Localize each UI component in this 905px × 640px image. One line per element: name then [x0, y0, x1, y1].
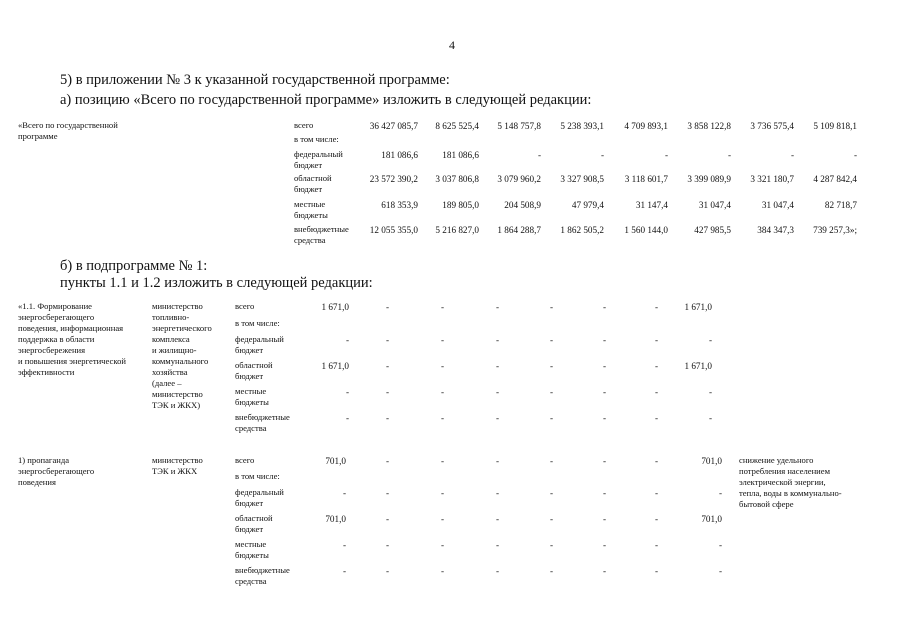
block1-value-cell: -: [385, 361, 389, 371]
block2-value-cell: -: [602, 456, 606, 466]
block2-value-cell: -: [654, 488, 658, 498]
table1-value-cell: 204 508,9: [504, 200, 541, 210]
block2-value-cell: -: [440, 488, 444, 498]
block2-value-cell: -: [495, 566, 499, 576]
table1-value-cell: 5 148 757,8: [497, 121, 541, 131]
table1-value-cell: 3 858 122,8: [687, 121, 731, 131]
block2-name: 1) пропаганда энергосберегающего поведения: [18, 455, 95, 487]
block2-value-cell: -: [654, 540, 658, 550]
table1-value-cell: 1 560 144,0: [624, 225, 668, 235]
block1-row-label: всего: [235, 301, 255, 311]
table1-value-cell: 47 979,4: [571, 200, 604, 210]
block2-value-cell: -: [385, 456, 389, 466]
block2-value-cell: -: [718, 488, 722, 498]
block1-value-cell: -: [549, 387, 553, 397]
block1-value-cell: -: [440, 302, 444, 312]
block1-value-cell: -: [345, 335, 349, 345]
table1-value-cell: 427 985,5: [694, 225, 731, 235]
table1-value-cell: -: [790, 150, 794, 160]
block2-value-cell: -: [602, 540, 606, 550]
table1-value-cell: 31 047,4: [698, 200, 731, 210]
block2-value-cell: -: [342, 540, 346, 550]
block1-value-cell: 1 671,0: [321, 361, 349, 371]
block1-value-cell: -: [602, 302, 606, 312]
block2-executor: министерство ТЭК и ЖКХ: [152, 455, 203, 476]
table1-value-cell: 189 805,0: [442, 200, 479, 210]
block1-value-cell: -: [549, 302, 553, 312]
block1-value-cell: -: [654, 413, 658, 423]
block2-value-cell: -: [440, 514, 444, 524]
table1-value-cell: -: [537, 150, 541, 160]
block2-value-cell: -: [495, 540, 499, 550]
block1-value-cell: -: [385, 302, 389, 312]
heading-item-5a: а) позицию «Всего по государственной программе» изложить в следующей редакции:: [60, 92, 592, 108]
block1-executor: министерство топливно- энергетического комплекса и жилищно- коммунального хозяйства (далее – министерство ТЭК и ЖКХ): [152, 301, 212, 410]
page-number: 4: [449, 38, 455, 52]
block2-value-cell: -: [385, 514, 389, 524]
block2-row-label: местные бюджеты: [235, 539, 269, 560]
block1-value-cell: -: [495, 413, 499, 423]
table1-row-label: внебюджетные средства: [294, 224, 349, 245]
block2-value-cell: -: [440, 456, 444, 466]
table1-value-cell: 36 427 085,7: [369, 121, 418, 131]
table1-value-cell: 3 399 089,9: [687, 174, 731, 184]
block1-value-cell: -: [495, 302, 499, 312]
block2-value-cell: 701,0: [325, 456, 346, 466]
block1-row-label: внебюджетные средства: [235, 412, 290, 433]
block2-value-cell: -: [549, 566, 553, 576]
block2-value-cell: -: [440, 540, 444, 550]
block1-value-cell: -: [385, 387, 389, 397]
block2-value-cell: -: [718, 566, 722, 576]
block2-value-cell: -: [549, 456, 553, 466]
block1-value-cell: -: [654, 387, 658, 397]
block1-value-cell: -: [495, 361, 499, 371]
block1-value-cell: -: [602, 413, 606, 423]
table1-value-cell: -: [727, 150, 731, 160]
block1-value-cell: -: [654, 361, 658, 371]
block2-value-cell: -: [718, 540, 722, 550]
block2-value-cell: -: [602, 566, 606, 576]
block2-value-cell: -: [602, 514, 606, 524]
block2-value-cell: -: [549, 540, 553, 550]
table1-value-cell: 3 079 960,2: [497, 174, 541, 184]
block1-row-label: областной бюджет: [235, 360, 273, 381]
table1-value-cell: 4 287 842,4: [813, 174, 857, 184]
table1-name: «Всего по государственной программе: [18, 120, 118, 141]
block1-value-cell: -: [549, 413, 553, 423]
table1-value-cell: 5 109 818,1: [813, 121, 857, 131]
table1-value-cell: 8 625 525,4: [435, 121, 479, 131]
block1-value-cell: -: [345, 413, 349, 423]
block2-result: снижение удельного потребления населением электрической энергии, тепла, воды в коммунально- бытовой сфере: [739, 455, 842, 509]
table1-value-cell: 5 216 827,0: [435, 225, 479, 235]
block2-value-cell: -: [495, 456, 499, 466]
block1-value-cell: 1 671,0: [321, 302, 349, 312]
table1-value-cell: -: [853, 150, 857, 160]
block1-value-cell: -: [602, 335, 606, 345]
block1-value-cell: -: [385, 335, 389, 345]
block2-value-cell: 701,0: [701, 456, 722, 466]
table1-value-cell: 1 864 288,7: [497, 225, 541, 235]
block2-value-cell: -: [342, 488, 346, 498]
table1-value-cell: 4 709 893,1: [624, 121, 668, 131]
block2-value-cell: -: [602, 488, 606, 498]
heading-item-5: 5) в приложении № 3 к указанной государственной программе:: [60, 72, 450, 88]
block1-value-cell: -: [602, 361, 606, 371]
block1-value-cell: -: [440, 361, 444, 371]
block2-row-label: федеральный бюджет: [235, 487, 284, 508]
block2-value-cell: 701,0: [701, 514, 722, 524]
block2-value-cell: -: [654, 456, 658, 466]
table1-row-label: областной бюджет: [294, 173, 332, 194]
block1-value-cell: -: [708, 335, 712, 345]
table1-value-cell: 31 047,4: [761, 200, 794, 210]
block2-value-cell: -: [385, 540, 389, 550]
table1-value-cell: 3 321 180,7: [750, 174, 794, 184]
table1-row-label: федеральный бюджет: [294, 149, 343, 170]
block2-row-label: областной бюджет: [235, 513, 273, 534]
block2-value-cell: -: [342, 566, 346, 576]
block1-value-cell: -: [654, 335, 658, 345]
table1-value-cell: -: [664, 150, 668, 160]
table1-value-cell: 5 238 393,1: [560, 121, 604, 131]
table1-value-cell: 739 257,3»;: [813, 225, 857, 235]
table1-value-cell: 3 327 908,5: [560, 174, 604, 184]
block1-value-cell: 1 671,0: [684, 361, 712, 371]
table1-value-cell: 3 118 601,7: [624, 174, 668, 184]
block1-value-cell: 1 671,0: [684, 302, 712, 312]
table1-value-cell: 12 055 355,0: [369, 225, 418, 235]
table1-value-cell: 181 086,6: [381, 150, 418, 160]
block1-value-cell: -: [495, 387, 499, 397]
block1-value-cell: -: [385, 413, 389, 423]
block2-row-label: внебюджетные средства: [235, 565, 290, 586]
heading-item-b: б) в подпрограмме № 1:: [60, 258, 208, 274]
block2-value-cell: -: [549, 514, 553, 524]
table1-value-cell: -: [600, 150, 604, 160]
block1-value-cell: -: [549, 335, 553, 345]
block1-value-cell: -: [549, 361, 553, 371]
block2-value-cell: -: [654, 566, 658, 576]
table1-value-cell: 31 147,4: [635, 200, 668, 210]
block1-value-cell: -: [708, 387, 712, 397]
block2-value-cell: -: [440, 566, 444, 576]
block2-value-cell: -: [549, 488, 553, 498]
block1-value-cell: -: [654, 302, 658, 312]
block1-row-label: в том числе:: [235, 318, 280, 328]
table1-value-cell: 3 037 806,8: [435, 174, 479, 184]
block2-value-cell: -: [654, 514, 658, 524]
block2-row-label: в том числе:: [235, 471, 280, 481]
table1-value-cell: 181 086,6: [442, 150, 479, 160]
table1-value-cell: 1 862 505,2: [560, 225, 604, 235]
block1-row-label: местные бюджеты: [235, 386, 269, 407]
block1-value-cell: -: [440, 387, 444, 397]
table1-value-cell: 618 353,9: [381, 200, 418, 210]
table1-row-label: всего: [294, 120, 314, 130]
block2-value-cell: -: [495, 488, 499, 498]
block1-value-cell: -: [440, 413, 444, 423]
table1-value-cell: 82 718,7: [824, 200, 857, 210]
block1-value-cell: -: [440, 335, 444, 345]
block1-value-cell: -: [708, 413, 712, 423]
block1-value-cell: -: [495, 335, 499, 345]
table1-value-cell: 384 347,3: [757, 225, 794, 235]
heading-item-b-sub: пункты 1.1 и 1.2 изложить в следующей редакции:: [60, 275, 373, 291]
block1-value-cell: -: [602, 387, 606, 397]
block2-value-cell: -: [385, 566, 389, 576]
block1-name: «1.1. Формирование энергосберегающего поведения, информационная поддержка в области энергосбережения и повышения энергетической эффективности: [18, 301, 126, 377]
block2-value-cell: -: [385, 488, 389, 498]
block1-value-cell: -: [345, 387, 349, 397]
table1-value-cell: 23 572 390,2: [369, 174, 418, 184]
block2-value-cell: -: [495, 514, 499, 524]
block2-row-label: всего: [235, 455, 255, 465]
table1-value-cell: 3 736 575,4: [750, 121, 794, 131]
table1-row-label: в том числе:: [294, 134, 339, 144]
table1-row-label: местные бюджеты: [294, 199, 328, 220]
block2-value-cell: 701,0: [325, 514, 346, 524]
block1-row-label: федеральный бюджет: [235, 334, 284, 355]
